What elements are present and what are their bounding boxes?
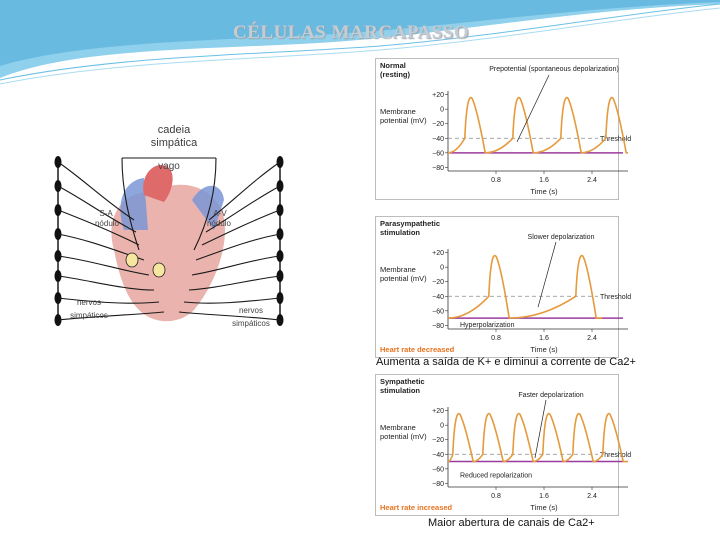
chart-sympathetic (376, 375, 632, 515)
x-tick-label: 0.8 (491, 177, 501, 184)
threshold-label: Threshold (600, 451, 632, 459)
y-tick-label: −20 (432, 279, 444, 287)
label-sa: S-A (99, 209, 113, 218)
threshold-label: Threshold (600, 135, 632, 143)
label-av: A-V (213, 209, 227, 218)
y-axis-label: Membrane potential (mV) (380, 265, 427, 283)
y-tick-label: −20 (432, 121, 444, 129)
av-node (153, 263, 165, 277)
sa-node (126, 253, 138, 267)
slide-title: CÉLULAS MARCAPASSO (233, 22, 470, 43)
y-axis-label: Membrane potential (mV) (380, 423, 427, 441)
y-tick-label: −80 (432, 480, 444, 488)
y-tick-label: −40 (432, 451, 444, 459)
membrane-potential-trace (448, 256, 602, 319)
annotation-label-2: Hyperpolarization (460, 322, 515, 330)
y-tick-label: −60 (432, 308, 444, 316)
x-axis-label: Time (s) (530, 345, 558, 354)
y-tick-label: −80 (432, 322, 444, 330)
caption-sympathetic: Maior abertura de canais de Ca2+ (428, 517, 595, 529)
x-tick-label: 2.4 (587, 177, 597, 184)
chart-normal (376, 59, 632, 199)
y-tick-label: −60 (432, 150, 444, 158)
x-axis-label: Time (s) (530, 187, 558, 196)
y-tick-label: +20 (432, 92, 444, 100)
panel-normal (375, 58, 632, 200)
x-tick-label: 0.8 (491, 335, 501, 342)
panel-title: Normal (resting) (380, 61, 410, 79)
label-av-nodulo: nódulo (206, 219, 232, 228)
threshold-label: Threshold (600, 293, 632, 301)
annotation-label: Faster depolarization (518, 392, 584, 399)
y-tick-label: −20 (432, 437, 444, 445)
panel-footer: Heart rate increased (380, 503, 453, 512)
x-tick-label: 1.6 (539, 335, 549, 342)
y-tick-label: −40 (432, 293, 444, 301)
chart-parasympathetic (376, 217, 632, 357)
y-tick-label: 0 (440, 264, 444, 272)
y-axis-label: Membrane potential (mV) (380, 107, 427, 125)
membrane-potential-trace (448, 98, 628, 153)
heart-innervation-diagram (44, 120, 294, 335)
annotation-label: Slower depolarization (527, 234, 595, 241)
x-tick-label: 2.4 (587, 493, 597, 500)
x-tick-label: 1.6 (539, 493, 549, 500)
annotation-arrow (517, 75, 549, 142)
label-nervos-simpaticos-left: nervos simpáticos (70, 298, 108, 320)
panel-footer: Heart rate decreased (380, 345, 455, 354)
y-tick-label: −60 (432, 466, 444, 474)
x-axis-label: Time (s) (530, 503, 558, 512)
x-tick-label: 0.8 (491, 493, 501, 500)
y-tick-label: 0 (440, 422, 444, 430)
label-sa-nodulo: nódulo (94, 219, 120, 228)
x-tick-label: 2.4 (587, 335, 597, 342)
y-tick-label: −80 (432, 164, 444, 172)
panel-parasympathetic (375, 216, 632, 358)
y-tick-label: +20 (432, 408, 444, 416)
y-tick-label: +20 (432, 250, 444, 258)
y-tick-label: 0 (440, 106, 444, 114)
label-vago: vago (158, 161, 180, 172)
panel-title: Parasympathetic stimulation (380, 219, 441, 237)
y-tick-label: −40 (432, 135, 444, 143)
annotation-arrow (538, 242, 556, 307)
panel-sympathetic (375, 374, 632, 516)
label-cadeia-simpatica: cadeia simpática (150, 124, 198, 149)
annotation-label-2: Reduced repolarization (460, 472, 532, 480)
label-nervos-simpaticos-right: nervos simpáticos (232, 306, 270, 328)
panel-title: Sympathetic stimulation (380, 377, 425, 395)
caption-parasympathetic: Aumenta a saída de K+ e diminui a corrente de Ca2+ (376, 356, 636, 368)
annotation-label: Prepotential (spontaneous depolarization) (489, 66, 619, 73)
x-tick-label: 1.6 (539, 177, 549, 184)
